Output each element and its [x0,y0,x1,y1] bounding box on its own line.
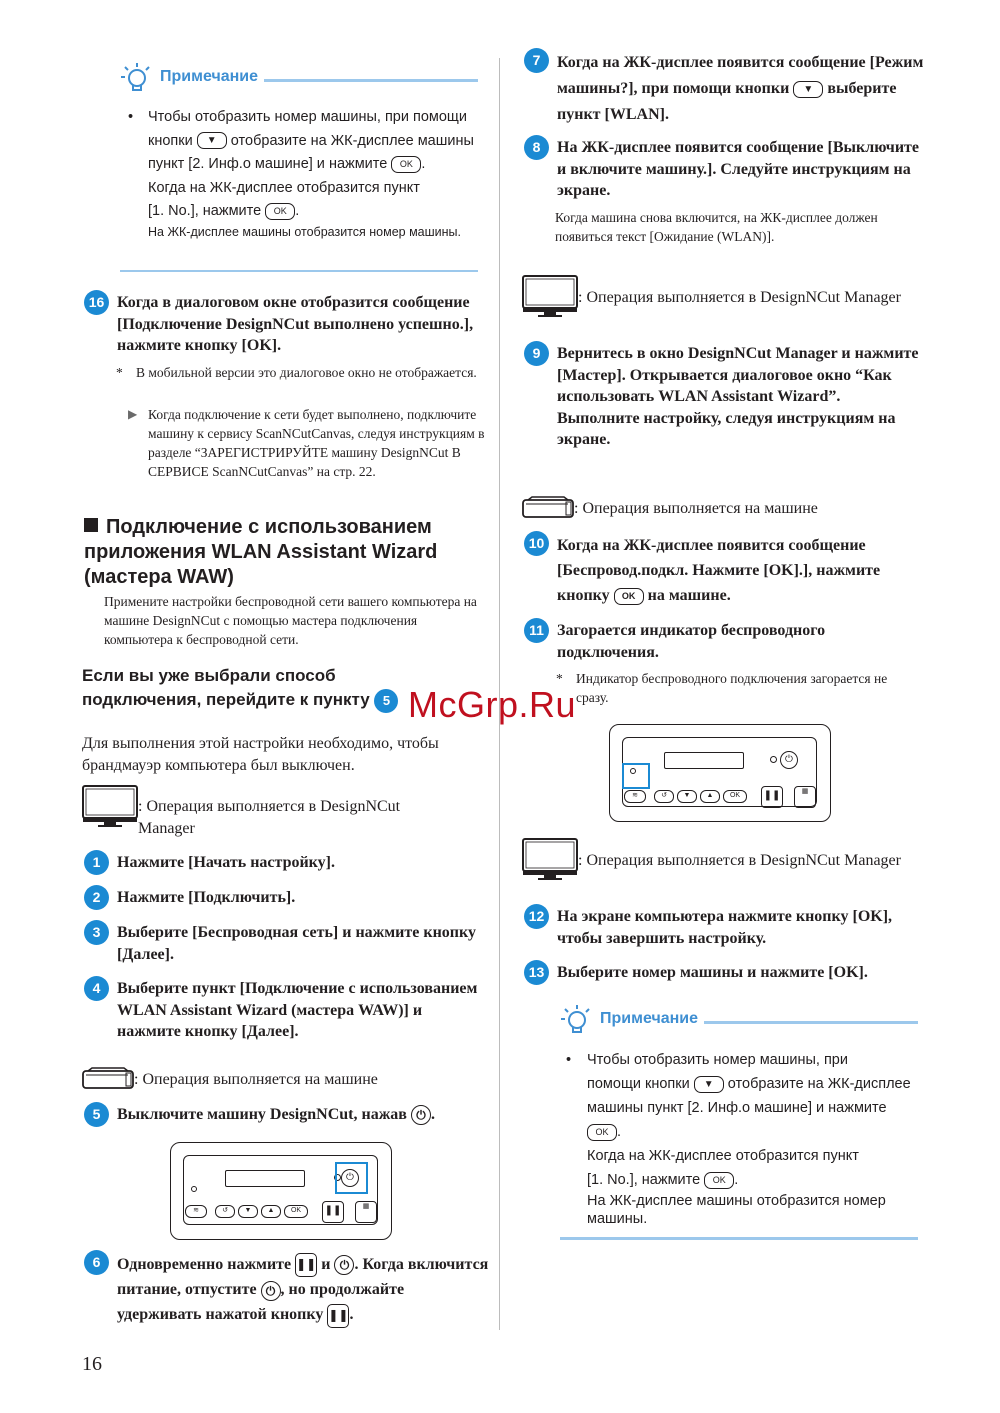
wlan-indicator-dot [191,1186,197,1192]
note-line [704,1021,918,1024]
operation-machine-label: : Операция выполняется на машине [574,500,818,517]
ok-button-icon: OK [704,1172,734,1189]
step-16-note [116,363,496,382]
step-text: Выключите машину DesignNCut, нажав [117,1106,407,1123]
monitor-icon [522,275,578,317]
step-number: 13 [524,960,549,985]
power-icon: ⏻ [261,1281,281,1301]
note-1-bottom-line [120,270,478,272]
wifi-icon: ≋ [624,790,646,803]
note-2-p1b: отобразите на ЖК-дисплее машины пункт [2. Инф.о машине] и [587,1076,911,1116]
step-text-b: на машине. [647,587,731,604]
note-lightbulb-icon [120,62,156,92]
step-16-note-text: В мобильной версии это диалоговое окно не отображается. [136,365,477,380]
down-icon: ▼ [677,790,697,803]
pause-icon: ❚❚ [295,1253,317,1277]
pause-icon: ❚❚ [327,1304,349,1328]
note-2-p1: Чтобы отобразить номер машины, при [587,1052,848,1068]
lcd-screen [225,1170,305,1187]
note-1-p2a: Когда на ЖК-дисплее отобразится пункт [148,179,420,196]
step-text: Нажмите [Подключить]. [117,889,296,906]
step-6-part1: Одновременно нажмите [117,1256,292,1273]
step-number: 5 [84,1102,109,1127]
step-text: Вернитесь в окно DesignNCut Manager и нажмите [Мастер]. Открывается диалоговое окно “Как использовать WLAN Assistant Wizard”. [557,345,919,405]
step-text-b: выберите пункт [WLAN]. [557,80,897,123]
step-number: 11 [524,618,549,643]
step-9 [524,343,924,451]
step-11-sub-text: Индикатор беспроводного подключения загорается не сразу. [576,671,888,705]
note-header [560,1004,918,1034]
step-text: Когда на ЖК-дисплее появится сообщение [Беспровод.подкл. Нажмите [OK].], нажмите кнопку [557,537,881,604]
ok-button-icon: OK [391,156,421,173]
note-1-p2b: [1. No.], нажмите [148,203,262,219]
power-highlight-box [335,1162,368,1194]
note-title: Примечание [160,68,259,85]
note-2-p2b: [1. No.], нажмите [587,1172,701,1188]
step-text: Выберите номер машины и нажмите [OK]. [557,964,868,981]
wifi-icon: ≋ [185,1205,207,1218]
step-3 [84,922,484,965]
down-button-icon: ▼ [694,1076,724,1093]
note-title: Примечание [600,1010,699,1027]
down-button-icon: ▼ [197,132,227,149]
step-text: Выберите пункт [Подключение с использованием WLAN Assistant Wizard (мастера WAW)] и нажмите кнопку [Далее]. [117,980,478,1040]
asterisk: * [556,671,563,686]
note-header [120,62,478,92]
step-13 [524,962,924,985]
note-1-p3: На ЖК-дисплее машины отобразится номер машины. [148,224,461,239]
step-6-part3: . Когда включится питание, отпустите [117,1256,489,1299]
step-number: 9 [524,341,549,366]
pause-icon: ❚❚ [322,1201,344,1223]
step-number: 8 [524,135,549,160]
monitor-icon [82,785,138,827]
step-10 [524,533,924,608]
note-2-p1c: нажмите [828,1100,887,1116]
monitor-icon [522,838,578,880]
down-button-icon: ▼ [793,81,823,98]
cut-icon: ▦ [794,786,816,808]
step-12 [524,906,924,949]
operation-machine-label: : Операция выполняется на машине [134,1071,378,1088]
machine-icon [522,496,574,518]
step-11 [524,620,924,663]
section-title [84,515,484,590]
step-16-reference [128,405,496,481]
back-icon: ↺ [654,790,674,803]
cut-icon: ▦ [355,1201,377,1223]
note-2-p2a: Когда на ЖК-дисплее отобразится пункт [587,1148,859,1164]
step-16-reference-text: Когда подключение к сети будет выполнено, подключите машину к сервису ScanNCutCanvas, следуя инструкциям в разделе “ЗАРЕГИСТРИРУЙТЕ машину DesignNCut В СЕРВИСЕ ScanNCutCanvas” на стр. 22. [148,407,485,479]
step-text: Выберите [Беспроводная сеть] и нажмите кнопку [Далее]. [117,924,477,963]
operation-computer-label: : Операция выполняется в DesignNCut Manager [578,852,901,869]
ok-button-icon: OK [265,203,295,220]
machine-icon [82,1067,134,1089]
note-line [264,79,478,82]
step-number: 10 [524,531,549,556]
subheading [82,664,452,713]
firewall-text: Для выполнения этой настройки необходимо, чтобы брандмауэр компьютера был выключен. [82,735,439,774]
step-text: На экране компьютера нажмите кнопку [OK], чтобы завершить настройку. [557,908,893,947]
operation-computer-label: : Операция выполняется в DesignNCut Manager [578,289,901,306]
step-2 [84,887,484,910]
asterisk: * [116,365,123,380]
note-2-body: • Чтобы отобразить номер машины, при помощи кнопки ▼ отобразите на ЖК-дисплее машины пункт [2. Инф.о машине] и нажмите OK . Когда на ЖК-дисплее отобразится пункт [1. No.], нажмите OK . На ЖК-дисплее машины отобразится номер машины. [566,1048,918,1228]
step-16 [84,292,484,357]
bullet: • [128,109,134,125]
machine-panel-diagram [170,1142,392,1240]
step-number: 2 [84,885,109,910]
step-text: Загорается индикатор беспроводного подключения. [557,622,826,661]
step-6-part4: , но продолжайте удерживать нажатой кнопку [117,1281,405,1324]
arrow-icon: ▶ [128,407,138,421]
down-icon: ▼ [238,1205,258,1218]
pause-icon: ❚❚ [761,786,783,808]
step-1 [84,852,484,875]
step-6: 6 Одновременно нажмите ❚❚ и ⏻ . Когда включится питание, отпустите ⏻ , но продолжайте удерживать нажатой кнопку ❚❚. [84,1252,489,1328]
power-icon: ⏻ [341,1169,359,1187]
operation-computer-label: : Операция выполняется в DesignNCut Manager [138,798,401,837]
bullet: • [566,1052,572,1068]
step-text-b: Выполните настройку, следуя инструкциям на экране. [557,409,896,448]
note-1-body: • Чтобы отобразить номер машины, при помощи кнопки ▼ отобразите на ЖК-дисплее машины пункт [2. Инф.о машине] и нажмите OK . Когда на ЖК-дисплее отобразится пункт [1. No.], нажмите OK . На ЖК-дисплее машины отобразится номер машины. [128,106,478,241]
step-11-sub [556,669,916,707]
wlan-indicator-dot [630,768,636,774]
section-intro: Примените настройки беспроводной сети вашего компьютера на машине DesignNCut с помощью мастера подключения компьютера к беспроводной сети. [104,594,477,647]
page-number: 16 [82,1353,102,1375]
power-icon: ⏻ [411,1105,431,1125]
note-box-1 [120,62,478,92]
power-icon: ⏻ [334,1255,354,1275]
ok-button-icon: OK [614,588,644,605]
step-7 [524,50,924,128]
up-icon: ▲ [261,1205,281,1218]
subheading-text: Если вы уже выбрали способ подключения, перейдите к пункту [82,666,370,709]
note-1-p1: Чтобы отобразить номер машины, при помощи кнопки [148,109,467,149]
step-text: На ЖК-дисплее появится сообщение [Выключите и включите машину.]. Следуйте инструкциям на экране. [557,139,920,199]
step-text: Нажмите [Начать настройку]. [117,854,335,871]
step-number: 16 [84,290,109,315]
step-text: Когда на ЖК-дисплее появится сообщение [Режим машины?], при помощи кнопки [557,54,924,97]
note-lightbulb-icon [560,1004,596,1034]
note-2-p1a: помощи кнопки [587,1076,690,1092]
step-4 [84,978,484,1043]
step-number: 4 [84,976,109,1001]
step-ref-badge: 5 [374,689,398,713]
machine-panel-diagram [609,724,831,822]
power-icon: ⏻ [780,751,798,769]
indicator-dot [770,756,777,763]
up-icon: ▲ [700,790,720,803]
note-1-p1b: отобразите на ЖК-дисплее машины пункт [2. Инф.о машине] и нажмите [148,132,474,172]
ok-button-icon: OK [723,790,747,803]
section-title-text: Подключение с использованием приложения WLAN Assistant Wizard (мастера WAW) [84,516,438,588]
ok-button-icon: OK [587,1124,617,1141]
step-number: 6 [84,1250,109,1275]
step-text: Когда в диалоговом окне отобразится сообщение [Подключение DesignNCut выполнено успешно.], нажмите кнопку [OK]. [117,294,474,354]
step-6-part2: и [321,1256,331,1273]
note-box-2 [560,1004,918,1034]
section-square-icon [84,518,98,532]
note-2-bottom-line [560,1237,918,1240]
watermark: McGrp.Ru [408,684,577,725]
ok-button-icon: OK [284,1205,308,1218]
wlan-indicator-highlight-box [622,763,650,789]
step-8 [524,137,924,202]
step-8-sub: Когда машина снова включится, на ЖК-дисплее должен появиться текст [Ожидание (WLAN)]. [555,210,878,244]
back-icon: ↺ [215,1205,235,1218]
step-number: 1 [84,850,109,875]
lcd-screen [664,752,744,769]
note-2-p3: На ЖК-дисплее машины отобразится номер машины. [587,1193,886,1227]
step-number: 7 [524,48,549,73]
step-5: 5 Выключите машину DesignNCut, нажав ⏻ . [84,1104,484,1127]
step-number: 3 [84,920,109,945]
step-number: 12 [524,904,549,929]
